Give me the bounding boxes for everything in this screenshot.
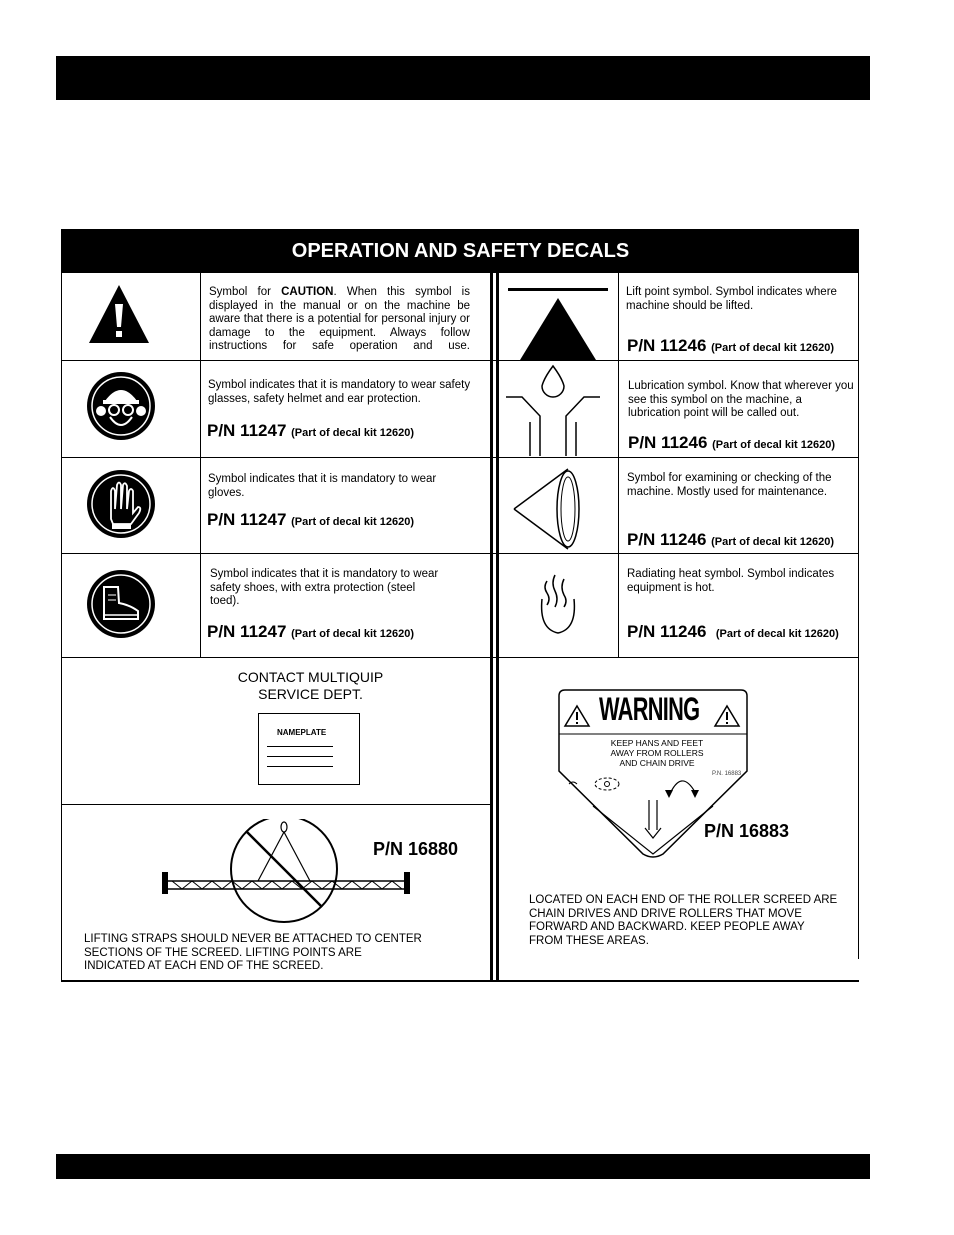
safety-shoes-description: Symbol indicates that it is mandatory to wear safety shoes, with extra protection (steel toed).: [210, 568, 439, 607]
lifting-caption: LIFTING STRAPS SHOULD NEVER BE ATTACHED TO CENTER SECTIONS OF THE SCREED. LIFTING POINTS ARE INDICATED AT EACH END OF THE SCREED.: [84, 933, 422, 972]
safety-shoes-icon: [86, 569, 156, 639]
warning-instructions: KEEP HANS AND FEET AWAY FROM ROLLERS AND CHAIN DRIVE: [610, 738, 704, 768]
double-divider: [490, 273, 493, 980]
row-divider: [62, 457, 859, 458]
lubrication-part-number: P/N 11246 (Part of decal kit 12620): [628, 433, 836, 452]
warning-header: WARNING: [599, 691, 700, 727]
head-protection-part-number: P/N 11247 (Part of decal kit 12620): [207, 421, 415, 440]
gloves-part-number: P/N 11247 (Part of decal kit 12620): [207, 510, 415, 529]
examine-eye-icon: [512, 465, 588, 553]
head-protection-icon: [86, 371, 156, 441]
double-divider: [496, 273, 499, 980]
warning-part-number: P/N 16883: [704, 821, 790, 841]
radiating-heat-icon: [537, 567, 581, 635]
caution-description: Symbol for CAUTION. When this symbol is displayed in the manual or on the machine be aware that there is a potential for personal injury or damage to the equipment. Always follow instructions for safe operation and use.: [209, 286, 470, 352]
lubrication-description: Lubrication symbol. Know that wherever you see this symbol on the machine, a lubrication point will be called out.: [628, 380, 854, 419]
nameplate-box: [258, 713, 360, 785]
row-divider: [62, 804, 490, 805]
heat-description: Radiating heat symbol. Symbol indicates equipment is hot.: [627, 568, 835, 594]
examine-part-number: P/N 11246 (Part of decal kit 12620): [627, 530, 835, 549]
safety-shoes-part-number: P/N 11247 (Part of decal kit 12620): [207, 622, 415, 641]
warning-caption: LOCATED ON EACH END OF THE ROLLER SCREED ARE CHAIN DRIVES AND DRIVE ROLLERS THAT MOVE FORWARD AND BACKWARD. KEEP PEOPLE AWAY FROM THESE AREAS.: [529, 894, 838, 947]
header-bar: [56, 56, 870, 100]
table-title: OPERATION AND SAFETY DECALS: [62, 229, 859, 273]
row-divider: [62, 657, 859, 658]
col-divider: [618, 273, 619, 657]
row-divider: [62, 360, 859, 361]
lift-part-number: P/N 11246 (Part of decal kit 12620): [627, 336, 835, 355]
contact-service-text: CONTACT MULTIQUIP SERVICE DEPT.: [237, 669, 384, 702]
col-divider: [200, 273, 201, 657]
lubrication-icon: [506, 364, 600, 456]
nameplate-label: NAMEPLATE: [277, 728, 327, 737]
heat-part-number: P/N 11246 (Part of decal kit 12620): [627, 622, 839, 641]
lift-description: Lift point symbol. Symbol indicates where machine should be lifted.: [626, 286, 837, 312]
gloves-description: Symbol indicates that it is mandatory to wear gloves.: [208, 473, 437, 499]
caution-triangle-icon: [88, 284, 150, 344]
footer-bar: [56, 1154, 870, 1179]
row-divider: [62, 553, 859, 554]
gloves-icon: [86, 469, 156, 539]
col-divider: [858, 273, 859, 959]
warning-small-part-number: P.N. 16883: [712, 771, 742, 777]
examine-description: Symbol for examining or checking of the machine. Mostly used for maintenance.: [627, 472, 832, 498]
decals-table: [61, 229, 859, 982]
screed-lifting-diagram: [162, 819, 412, 939]
head-protection-description: Symbol indicates that it is mandatory to wear safety glasses, safety helmet and ear protection.: [208, 379, 471, 405]
lift-point-icon: [508, 285, 608, 360]
lifting-part-number: P/N 16880: [373, 839, 459, 859]
